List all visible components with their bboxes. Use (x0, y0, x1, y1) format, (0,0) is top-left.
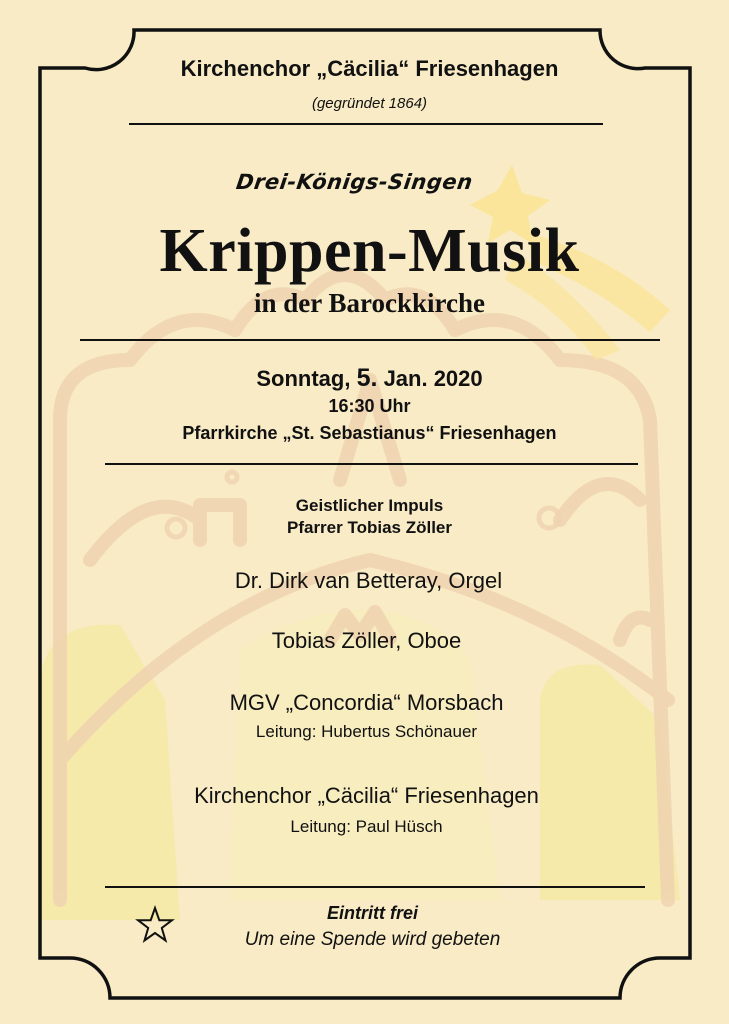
divider (129, 123, 603, 125)
performer-church-choir: Kirchenchor „Cäcilia“ Friesenhagen (194, 783, 539, 808)
event-time: 16:30 Uhr (328, 396, 411, 416)
donation-note: Um eine Spende wird gebeten (244, 929, 501, 950)
event-date (5, 364, 729, 393)
event-location-subtitle: in der Barockkirche (253, 288, 486, 318)
event-subtitle: Drei-Königs-Singen (234, 170, 475, 194)
performer-mgv: MGV „Concordia“ Morsbach (229, 690, 504, 715)
founded-note: (gegründet 1864) (311, 95, 428, 112)
event-weekday: Sonntag, (256, 366, 351, 391)
performer-church-choir-leader: Leitung: Paul Hüsch (290, 817, 443, 836)
event-month-year: Jan. 2020 (383, 366, 483, 391)
divider (105, 886, 645, 888)
performer-mgv-leader: Leitung: Hubertus Schönauer (255, 722, 478, 741)
performer-oboe: Tobias Zöller, Oboe (271, 628, 462, 653)
event-title: Krippen-Musik (159, 217, 580, 285)
performer-organ: Dr. Dirk van Betteray, Orgel (234, 568, 503, 593)
impulse-person: Pfarrer Tobias Zöller (286, 518, 452, 537)
event-day: 5. (356, 364, 378, 392)
entry-note: Eintritt frei (326, 903, 418, 923)
impulse-title: Geistlicher Impuls (295, 496, 444, 515)
divider (80, 339, 660, 341)
event-church: Pfarrkirche „St. Sebastianus“ Friesenhagen (182, 423, 557, 443)
choir-name: Kirchenchor „Cäcilia“ Friesenhagen (180, 56, 559, 81)
divider (105, 463, 638, 465)
